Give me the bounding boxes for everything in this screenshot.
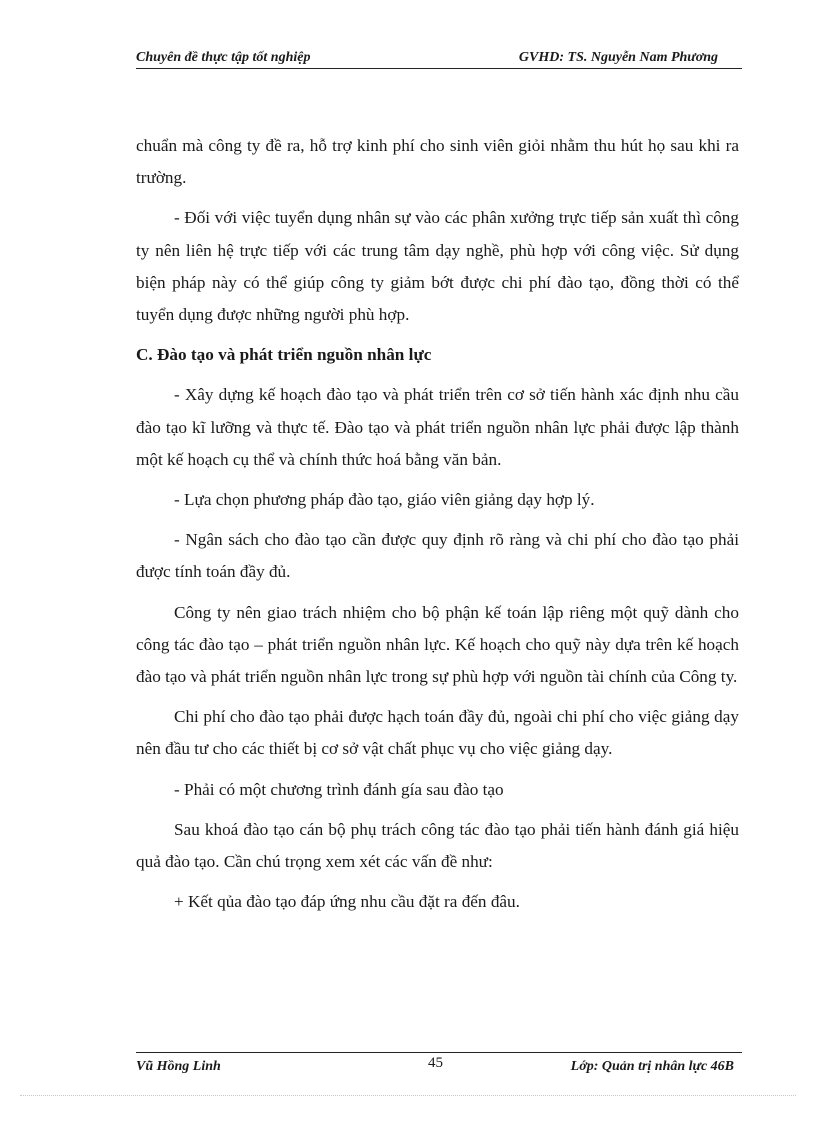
paragraph: - Đối với việc tuyển dụng nhân sự vào các phân xưởng trực tiếp sản xuất thì công ty nên liên hệ trực tiếp với các trung tâm dạy nghề, phù hợp với công việc. Sử dụng biện pháp này có thể giúp công ty giảm bớt được chi phí đào tạo, đồng thời có thể tuyển dụng được những người phù hợp.: [136, 208, 739, 325]
page-number: 45: [428, 1055, 443, 1071]
paragraph: - Ngân sách cho đào tạo cần được quy định rõ ràng và chi phí cho đào tạo phải được tính toán đầy đủ.: [136, 530, 739, 582]
footer-class: Lớp: Quản trị nhân lực 46B: [570, 1059, 734, 1074]
page-footer: [136, 1052, 742, 1079]
page-header: [136, 50, 742, 69]
header-supervisor: GVHD: TS. Nguyễn Nam Phương: [518, 50, 718, 65]
paragraph: - Phải có một chương trình đánh gía sau đào tạo: [174, 779, 504, 799]
paragraph: chuẩn mà công ty đề ra, hỗ trợ kinh phí cho sinh viên giỏi nhằm thu hút họ sau khi ra trường.: [136, 136, 739, 188]
page-body: [136, 130, 739, 926]
section-heading: C. Đào tạo và phát triển nguồn nhân lực: [136, 345, 432, 365]
paragraph: - Xây dựng kế hoạch đào tạo và phát triển trên cơ sở tiến hành xác định nhu cầu đào tạo kĩ lưỡng và thực tế. Đào tạo và phát triển nguồn nhân lực phải được lập thành một kế hoạch cụ thể và chính thức hoá bằng văn bản.: [136, 385, 739, 469]
paragraph: Chi phí cho đào tạo phải được hạch toán đầy đủ, ngoài chi phí cho việc giảng dạy nên đầu tư cho các thiết bị cơ sở vật chất phục vụ cho việc giảng dạy.: [136, 707, 739, 759]
paragraph: + Kết qủa đào tạo đáp ứng nhu cầu đặt ra đến đâu.: [174, 892, 520, 912]
header-title: Chuyên đề thực tập tốt nghiệp: [136, 50, 311, 65]
page-bottom-divider: [20, 1095, 796, 1096]
paragraph: - Lựa chọn phương pháp đào tạo, giáo viên giảng dạy hợp lý.: [174, 490, 595, 510]
paragraph: Sau khoá đào tạo cán bộ phụ trách công tác đào tạo phải tiến hành đánh giá hiệu quả đào tạo. Cần chú trọng xem xét các vấn đề như:: [136, 819, 739, 872]
footer-author: Vũ Hồng Linh: [136, 1059, 221, 1074]
paragraph: Công ty nên giao trách nhiệm cho bộ phận kế toán lập riêng một quỹ dành cho công tác đào tạo – phát triển nguồn nhân lực. Kế hoạch cho quỹ này dựa trên kế hoạch đào tạo và phát triển nguồn nhân lực trong sự phù hợp với nguồn tài chính của Công ty.: [136, 602, 739, 687]
